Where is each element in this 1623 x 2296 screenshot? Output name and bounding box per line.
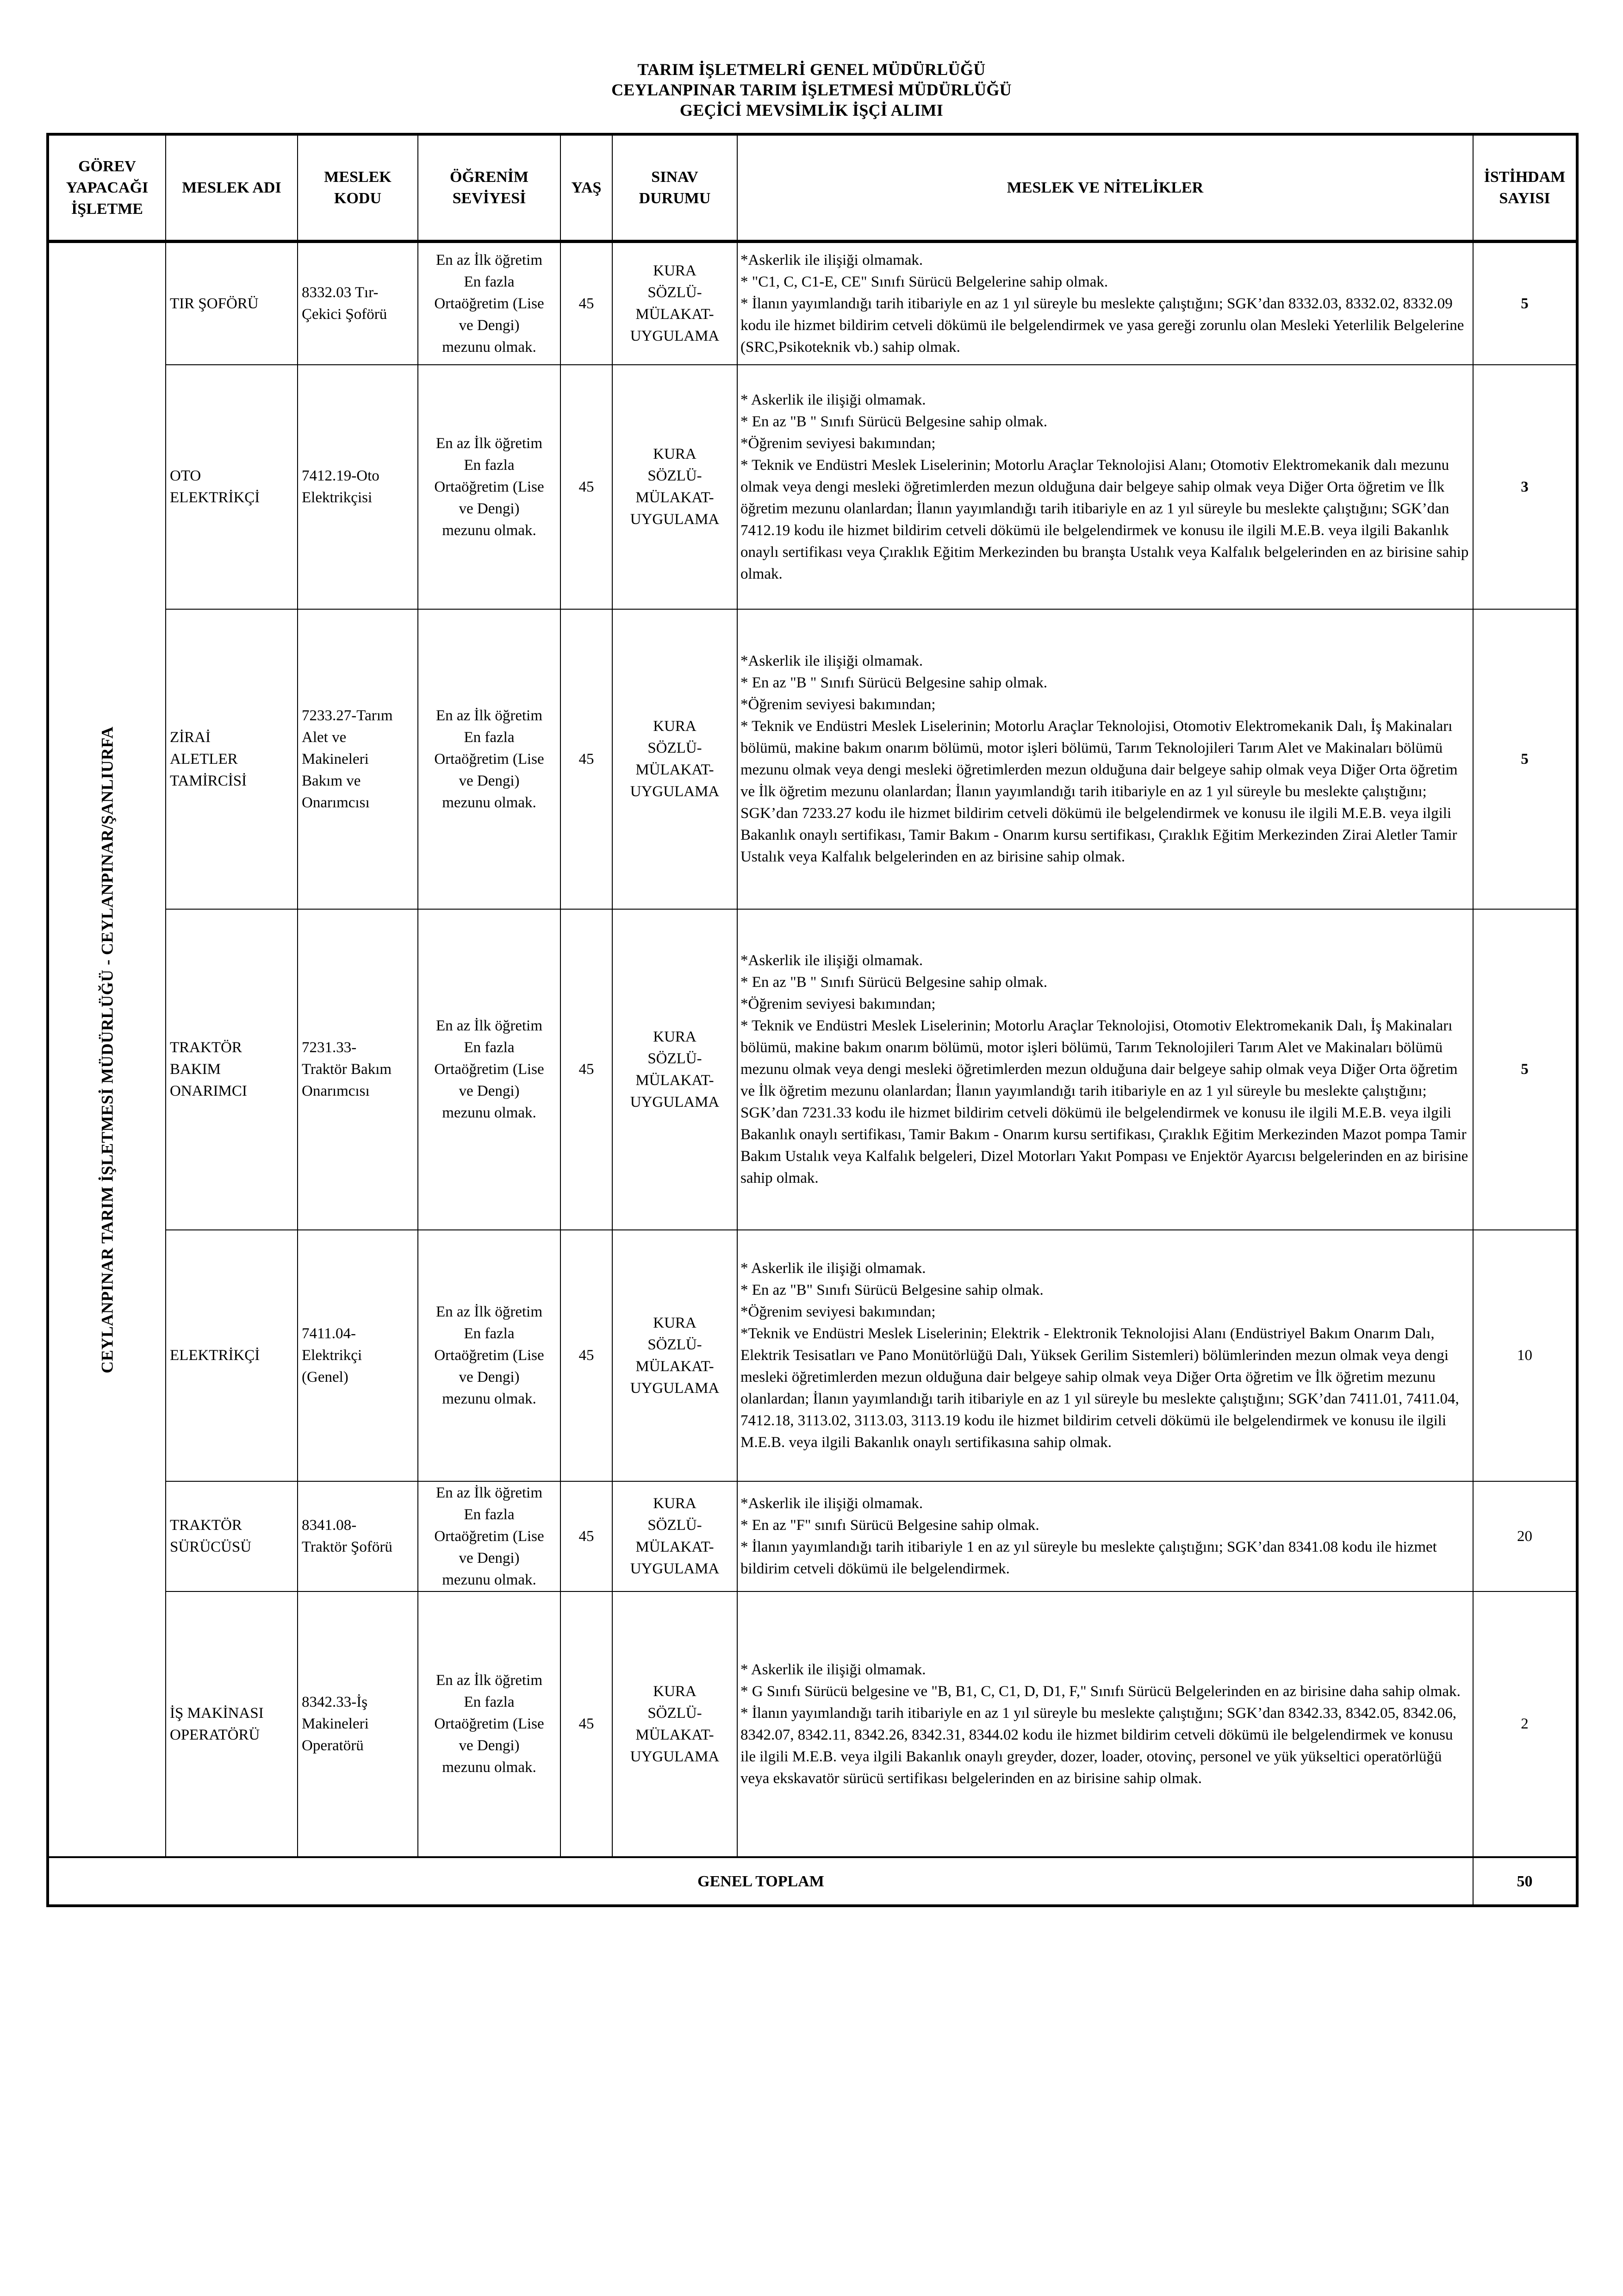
name-line: ELEKTRİKÇİ [170,489,260,506]
qualifications-line: * İlanın yayımlandığı tarih itibariyle en az 1 yıl süreyle bu meslekte çalıştığını; SGK’dan 8342.33, 8342.05, 8342.06, 8342.07, 8342.11, 8342.26, 8342.31, 8344.02 kodu ile hizmet bildirim cetveli dökümü ile belgelendirmek ve konusu ile ilgili M.E.B. veya ilgili Bakanlık onaylı greyder, dozer, loader, otovinç, personel ve yük yükseltici operatörlüğü veya ekskavatör sürücü sertifikası belgelerinden en az birisine sahip olmak. [740,1704,1457,1787]
education-level-cell [418,1230,560,1481]
age-cell: 45 [560,1230,612,1481]
profession-code-cell [298,365,418,609]
qualifications-line: *Öğrenim seviyesi bakımından; [740,696,936,713]
education-line: ve Dengi) [459,500,520,517]
code-line: 8341.08- [302,1517,357,1534]
education-line: ve Dengi) [459,317,520,334]
education-line: mezunu olmak. [442,522,536,539]
exam-line: UYGULAMA [630,1560,720,1577]
qualifications-line: * Teknik ve Endüstri Meslek Liselerinin; Motorlu Araçlar Teknolojisi, Otomotiv Elektromekanik Dalı, İş Makinaları bölümü, makine bakım onarım bölümü, motor işleri bölümü, Tarım Teknolojileri Tarım Alet ve Makinaları bölümü mezunu olmak veya dengi mesleki öğretimlerden mezun olduğuna dair belgeye sahip olmak veya Diğer Orta öğretim ve İlk öğretim mezunu olanlardan; İlanın yayımlandığı tarih itibariyle en az 1 yıl süreyle bu meslekte çalıştığını; SGK’dan 7231.33 kodu ile hizmet bildirim cetveli dökümü ile belgelendirmek ve konusu ile ilgili M.E.B. veya ilgili Bakanlık onaylı sertifikası, Tamir Bakım - Onarım kursu sertifikası, Çıraklık Eğitim Merkezinden Mazot pompa Tamir Bakım Ustalık veya Kalfalık belgeleri, Dizel Motorları Yakıt Pompası ve Enjektör Ayarcısı belgelerinden en az birisine sahip olmak. [740,1017,1468,1186]
code-line: Onarımcısı [302,1083,370,1099]
education-line: Ortaöğretim (Lise [434,478,544,495]
age-cell: 45 [560,1591,612,1857]
exam-line: KURA [653,1028,696,1045]
education-line: En az İlk öğretim [435,251,542,268]
header-label-line: ÖĞRENİM [450,168,529,186]
table-row [48,909,1577,1230]
table-row [48,365,1577,609]
name-line: OTO [170,468,201,484]
exam-line: SÖZLÜ- [647,1704,702,1722]
code-line: Elektrikçisi [302,489,373,506]
age-cell: 45 [560,609,612,909]
age-cell: 45 [560,1481,612,1591]
code-line: Alet ve [302,729,347,746]
name-line: TIR ŞOFÖRÜ [170,295,259,312]
profession-name-cell [166,609,298,909]
profession-code-cell [298,242,418,365]
code-line: 7411.04- [302,1325,356,1342]
table-row [48,1591,1577,1857]
education-level-cell [418,242,560,365]
code-line: 8342.33-İş [302,1694,368,1710]
table-row [48,609,1577,909]
total-row [48,1857,1577,1906]
header-label-line: YAŞ [571,179,602,196]
exam-line: UYGULAMA [630,1379,720,1397]
employment-count-cell: 5 [1473,242,1577,365]
profession-name-cell [166,909,298,1230]
exam-status-cell [612,609,737,909]
education-line: mezunu olmak. [442,1571,536,1588]
profession-name-cell [166,365,298,609]
name-line: TRAKTÖR [170,1517,242,1534]
exam-line: MÜLAKAT- [635,761,714,778]
name-line: TAMİRCİSİ [170,772,247,789]
header-education-level [418,134,560,242]
age-cell: 45 [560,365,612,609]
header-label-line: SEVİYESİ [452,189,526,207]
education-line: mezunu olmak. [442,338,536,356]
education-line: En az İlk öğretim [435,435,542,452]
education-line: Ortaöğretim (Lise [434,295,544,312]
qualifications-line: * Teknik ve Endüstri Meslek Liselerinin; Motorlu Araçlar Teknolojisi Alanı; Otomotiv Elektromekanik dalı mezunu olmak veya dengi mesleki öğretimlerden mezun olduğuna dair belgeye sahip olmak veya Diğer Orta öğretim ve İlk öğretim mezunu olanlardan; İlanın yayımlandığı tarih itibariyle en az 1 yıl süreyle bu meslekte çalıştığını; SGK’dan 7412.19 kodu ile hizmet bildirim cetveli dökümü ile belgelendirmek ve konusu ile ilgili M.E.B. veya ilgili Bakanlık onaylı sertifikası veya Çıraklık Eğitim Merkezinden bu branşta Ustalık veya Kalfalık belgelerinden en az birisine sahip olmak. [740,456,1469,582]
qualifications-line: *Teknik ve Endüstri Meslek Liselerinin; Elektrik - Elektronik Teknolojisi Alanı (Endüstriyel Bakım Onarım Dalı, Elektrik Tesisatları ve Pano Monütörlüğü Dalı, Yüksek Gerilim Sistemleri) bölümlerinden mezun olmak veya dengi mesleki öğretimlerden mezun olduğuna dair belgeye sahip olmak veya Diğer Orta öğretim ve İlk öğretim mezunu olanlardan; İlanın yayımlandığı tarih itibariyle en az 1 yıl süreyle bu meslekte çalıştığını; SGK’dan 7411.01, 7411.04, 7412.18, 3113.02, 3113.03, 3113.19 kodu ile hizmet bildirim cetveli dökümü ile belgelendirmek ve konusu ile ilgili M.E.B. veya ilgili Bakanlık onaylı sertifikasına sahip olmak. [740,1325,1459,1451]
header-profession-code [298,134,418,242]
name-line: OPERATÖRÜ [170,1726,260,1743]
code-line: 8332.03 Tır- [302,284,379,301]
education-line: En az İlk öğretim [435,1017,542,1034]
title-line-directorate: CEYLANPINAR TARIM İŞLETMESİ MÜDÜRLÜĞÜ [611,81,1012,99]
name-line: ZİRAİ [170,729,211,746]
exam-status-cell [612,242,737,365]
qualifications-cell [737,1481,1473,1591]
education-level-cell [418,609,560,909]
table-row [48,242,1577,365]
exam-status-cell [612,1481,737,1591]
recruitment-table [46,133,1579,1907]
profession-code-cell [298,609,418,909]
header-label-line: GÖREV [78,157,136,175]
age-cell: 45 [560,242,612,365]
qualifications-line: * Askerlik ile ilişiği olmamak. [740,391,926,408]
profession-name-cell [166,242,298,365]
total-label: GENEL TOPLAM [48,1857,1473,1906]
profession-name-cell [166,1230,298,1481]
employment-count-cell: 3 [1473,365,1577,609]
header-label-line: İŞLETME [71,200,143,218]
education-line: ve Dengi) [459,772,520,789]
exam-status-cell [612,909,737,1230]
employment-count-cell: 5 [1473,909,1577,1230]
education-line: En fazla [464,1325,515,1342]
code-line: Bakım ve [302,772,361,789]
qualifications-cell [737,242,1473,365]
title-line-ministry: TARIM İŞLETMELRİ GENEL MÜDÜRLÜĞÜ [637,60,986,79]
header-label-line: DURUMU [639,189,711,207]
name-line: BAKIM [170,1061,221,1078]
exam-line: SÖZLÜ- [647,1050,702,1067]
code-line: (Genel) [302,1369,348,1385]
code-line: Çekici Şoförü [302,306,387,323]
qualifications-line: * Teknik ve Endüstri Meslek Liselerinin; Motorlu Araçlar Teknolojisi, Otomotiv Elektromekanik Dalı, İş Makinaları bölümü, makine bakım onarım bölümü, motor işleri bölümü, Tarım Teknolojileri Tarım Alet ve Makinaları bölümü mezunu olmak veya dengi mesleki öğretimlerden mezun olduğuna dair belgeye sahip olmak veya Diğer Orta öğretim ve İlk öğretim mezunu olanlardan; İlanın yayımlandığı tarih itibariyle en az 1 yıl süreyle bu meslekte çalıştığını; SGK’dan 7233.27 kodu ile hizmet bildirim cetveli dökümü ile belgelendirmek ve konusu ile ilgili M.E.B. veya ilgili Bakanlık onaylı sertifikası, Tamir Bakım - Onarım kursu sertifikası, Çıraklık Eğitim Merkezinden Zirai Aletler Tamir Ustalık veya Kalfalık belgelerinden en az birisine sahip olmak. [740,718,1458,865]
exam-line: KURA [653,718,696,735]
qualifications-line: * İlanın yayımlandığı tarih itibariyle 1 en az yıl süreyle bu meslekte çalıştığını; SGK’dan 8341.08 kodu ile hizmet bildirim cetveli dökümü ile belgelendirmek. [740,1539,1437,1577]
qualifications-cell [737,1591,1473,1857]
exam-line: KURA [653,1683,696,1700]
qualifications-line: * En az "B " Sınıfı Sürücü Belgesine sahip olmak. [740,974,1048,991]
profession-name-cell [166,1591,298,1857]
education-line: Ortaöğretim (Lise [434,750,544,767]
code-line: Onarımcısı [302,794,370,811]
header-employment-count [1473,134,1577,242]
exam-line: SÖZLÜ- [647,284,702,301]
workplace-label: CEYLANPINAR TARIM İŞLETMESİ MÜDÜRLÜĞÜ - CEYLANPINAR/ŞANLIURFA [98,726,116,1373]
workplace-cell [48,242,166,1858]
table-row [48,1481,1577,1591]
profession-code-cell [298,1230,418,1481]
education-line: mezunu olmak. [442,1759,536,1776]
code-line: Operatörü [302,1737,364,1754]
education-line: En az İlk öğretim [435,1672,542,1689]
table-row [48,1230,1577,1481]
exam-line: UYGULAMA [630,1093,720,1111]
qualifications-line: *Askerlik ile ilişiği olmamak. [740,1495,923,1512]
education-level-cell [418,365,560,609]
qualifications-line: * İlanın yayımlandığı tarih itibariyle en az 1 yıl süreyle bu meslekte çalıştığını; SGK’dan 8332.03, 8332.02, 8332.09 kodu ile hizmet bildirim cetveli dökümü ile belgelendirmek ve yasa gereği zorunlu olan Mesleki Yeterlilik Belgelerine (SRC,Psikoteknik vb.) sahip olmak. [740,295,1464,356]
qualifications-line: *Askerlik ile ilişiği olmamak. [740,952,923,969]
qualifications-line: * "C1, C, C1-E, CE" Sınıfı Sürücü Belgelerine sahip olmak. [740,273,1108,290]
header-exam-status [612,134,737,242]
employment-count-cell: 10 [1473,1230,1577,1481]
header-label-line: MESLEK [324,168,392,186]
education-line: En fazla [464,1506,515,1523]
qualifications-line: * Askerlik ile ilişiği olmamak. [740,1661,926,1678]
exam-status-cell [612,365,737,609]
code-line: Traktör Şoförü [302,1539,392,1555]
education-line: Ortaöğretim (Lise [434,1716,544,1732]
qualifications-cell [737,609,1473,909]
education-line: ve Dengi) [459,1369,520,1385]
qualifications-line: * En az "F" sınıfı Sürücü Belgesine sahip olmak. [740,1517,1039,1534]
header-label-line: YAPACAĞI [66,179,149,196]
header-qualifications [737,134,1473,242]
exam-line: KURA [653,262,696,279]
education-line: En fazla [464,1039,515,1056]
code-line: 7231.33- [302,1039,357,1056]
education-line: En az İlk öğretim [435,1484,542,1501]
header-label-line: SAYISI [1499,189,1550,207]
age-cell: 45 [560,909,612,1230]
education-line: En fazla [464,729,515,746]
header-label-line: İSTİHDAM [1484,168,1566,186]
education-line: mezunu olmak. [442,1104,536,1121]
exam-line: MÜLAKAT- [635,1358,714,1375]
header-label-line: SINAV [651,168,698,186]
qualifications-line: * G Sınıfı Sürücü belgesine ve "B, B1, C, C1, D, D1, F," Sınıfı Sürücü Belgelerinden en az birisine daha sahip olmak. [740,1683,1461,1700]
qualifications-line: *Öğrenim seviyesi bakımından; [740,1304,936,1320]
code-line: 7412.19-Oto [302,468,379,484]
header-row [48,134,1577,242]
exam-line: SÖZLÜ- [647,468,702,484]
qualifications-line: * Askerlik ile ilişiği olmamak. [740,1260,926,1277]
qualifications-line: * En az "B" Sınıfı Sürücü Belgesine sahip olmak. [740,1282,1044,1298]
total-count: 50 [1473,1857,1577,1906]
exam-line: UYGULAMA [630,783,720,800]
name-line: SÜRÜCÜSÜ [170,1539,252,1555]
exam-line: SÖZLÜ- [647,1336,702,1353]
code-line: Makineleri [302,1716,369,1732]
qualifications-line: *Öğrenim seviyesi bakımından; [740,996,936,1012]
code-line: Traktör Bakım [302,1061,392,1078]
employment-count-cell: 20 [1473,1481,1577,1591]
code-line: Elektrikçi [302,1347,362,1364]
education-line: En fazla [464,273,515,290]
header-age [560,134,612,242]
profession-code-cell [298,1481,418,1591]
exam-status-cell [612,1591,737,1857]
header-workplace [48,134,166,242]
name-line: ONARIMCI [170,1083,247,1099]
exam-line: MÜLAKAT- [635,306,714,323]
profession-name-cell [166,1481,298,1591]
exam-line: SÖZLÜ- [647,1517,702,1534]
exam-line: KURA [653,1314,696,1331]
education-line: En fazla [464,456,515,474]
qualifications-cell [737,909,1473,1230]
qualifications-line: *Öğrenim seviyesi bakımından; [740,435,936,452]
code-line: 7233.27-Tarım [302,707,393,724]
qualifications-cell [737,1230,1473,1481]
education-line: En az İlk öğretim [435,1304,542,1320]
qualifications-line: *Askerlik ile ilişiği olmamak. [740,653,923,669]
qualifications-line: *Askerlik ile ilişiği olmamak. [740,251,923,268]
education-level-cell [418,1481,560,1591]
document-title [0,59,1623,120]
education-line: ve Dengi) [459,1083,520,1099]
education-line: Ortaöğretim (Lise [434,1061,544,1078]
education-line: Ortaöğretim (Lise [434,1347,544,1364]
profession-code-cell [298,1591,418,1857]
exam-line: MÜLAKAT- [635,1072,714,1089]
education-line: Ortaöğretim (Lise [434,1528,544,1545]
qualifications-line: * En az "B " Sınıfı Sürücü Belgesine sahip olmak. [740,413,1048,430]
education-line: ve Dengi) [459,1737,520,1754]
qualifications-cell [737,365,1473,609]
exam-line: UYGULAMA [630,328,720,344]
education-level-cell [418,1591,560,1857]
name-line: TRAKTÖR [170,1039,242,1056]
exam-line: MÜLAKAT- [635,1726,714,1743]
education-line: mezunu olmak. [442,1391,536,1407]
education-level-cell [418,909,560,1230]
exam-line: KURA [653,1495,696,1512]
education-line: mezunu olmak. [442,794,536,811]
header-label-line: KODU [334,189,381,207]
exam-line: SÖZLÜ- [647,740,702,756]
education-line: En az İlk öğretim [435,707,542,724]
name-line: İŞ MAKİNASI [170,1704,264,1722]
employment-count-cell: 2 [1473,1591,1577,1857]
exam-line: UYGULAMA [630,1748,720,1765]
code-line: Makineleri [302,750,369,767]
header-profession-name [166,134,298,242]
education-line: ve Dengi) [459,1549,520,1566]
education-line: En fazla [464,1694,515,1710]
exam-line: MÜLAKAT- [635,1539,714,1555]
qualifications-line: * En az "B " Sınıfı Sürücü Belgesine sahip olmak. [740,674,1048,691]
exam-line: KURA [653,446,696,462]
exam-line: UYGULAMA [630,511,720,528]
title-line-recruitment: GEÇİCİ MEVSİMLİK İŞÇİ ALIMI [679,101,944,119]
profession-code-cell [298,909,418,1230]
employment-count-cell: 5 [1473,609,1577,909]
exam-status-cell [612,1230,737,1481]
exam-line: MÜLAKAT- [635,489,714,506]
name-line: ALETLER [170,750,238,767]
name-line: ELEKTRİKÇİ [170,1347,260,1364]
header-label-line: MESLEK ADI [182,179,281,196]
header-label-line: MESLEK VE NİTELİKLER [1007,179,1204,196]
